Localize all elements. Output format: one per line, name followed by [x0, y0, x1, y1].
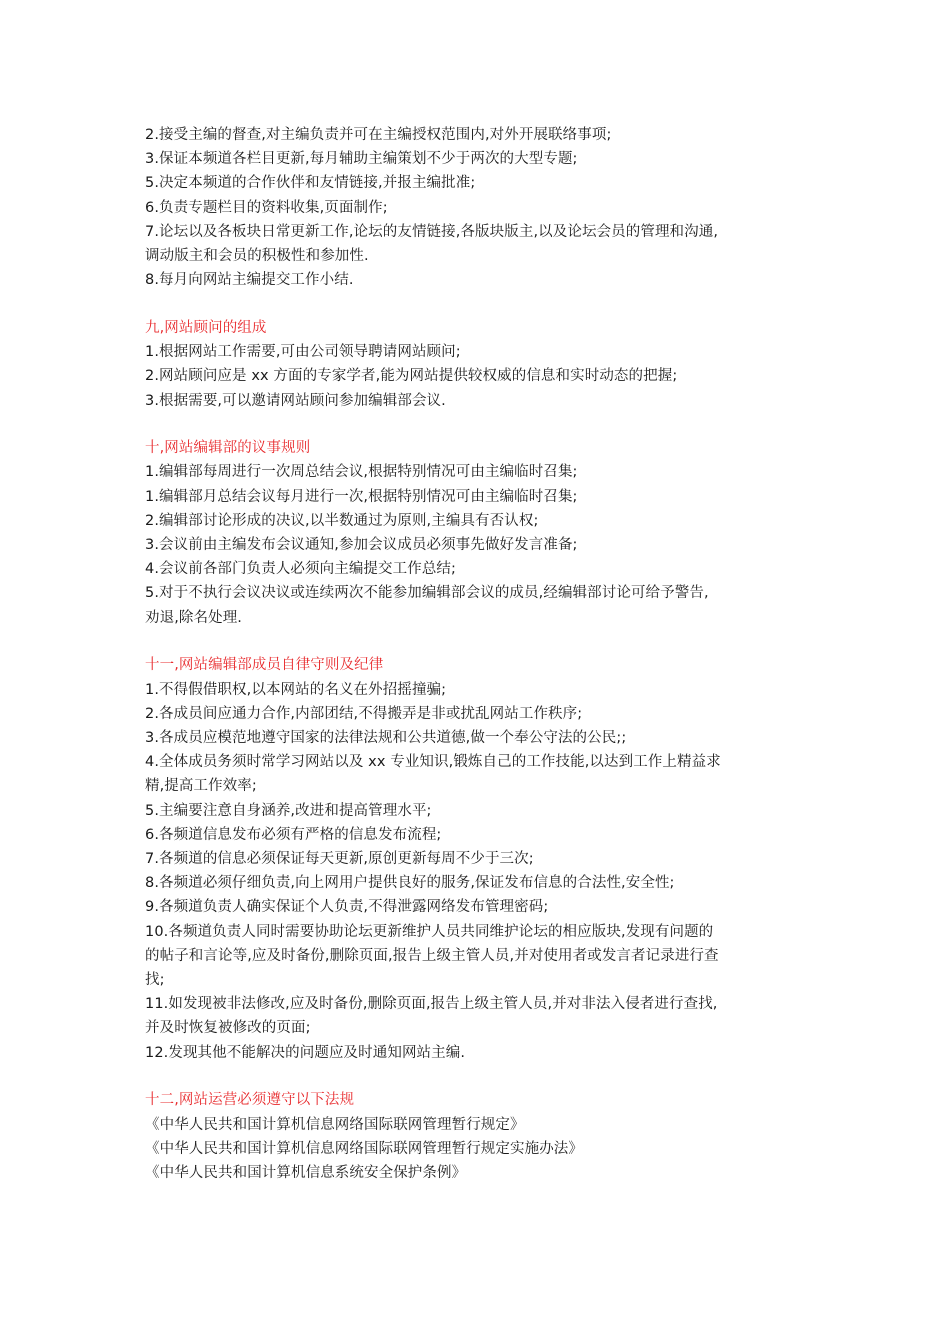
list-item: 6.负责专题栏目的资料收集,页面制作;	[145, 199, 388, 216]
list-item: 4.会议前各部门负责人必须向主编提交工作总结;	[145, 561, 457, 578]
regulation-item: 《中华人民共和国计算机信息网络国际联网管理暂行规定》	[145, 1116, 525, 1133]
list-item: 6.各频道信息发布必须有严格的信息发布流程;	[145, 826, 442, 843]
section-spacer	[145, 1065, 810, 1089]
list-item-continuation: 的帖子和言论等,应及时备份,删除页面,报告上级主管人员,并对使用者或发言者记录进行查	[145, 947, 719, 964]
list-item: 7.各频道的信息必须保证每天更新,原创更新每周不少于三次;	[145, 850, 534, 867]
list-item: 3.会议前由主编发布会议通知,参加会议成员必须事先做好发言准备;	[145, 537, 578, 554]
list-item: 1.根据网站工作需要,可由公司领导聘请网站顾问;	[145, 344, 461, 361]
list-item: 3.保证本频道各栏目更新,每月辅助主编策划不少于两次的大型专题;	[145, 151, 578, 168]
list-item: 3.各成员应模范地遵守国家的法律法规和公共道德,做一个奉公守法的公民;;	[145, 729, 627, 746]
section-advisors	[145, 316, 810, 413]
list-item-continuation: 劝退,除名处理.	[145, 609, 243, 626]
list-item: 1.编辑部月总结会议每月进行一次,根据特别情况可由主编临时召集;	[145, 488, 578, 505]
section-spacer	[145, 630, 810, 654]
list-item-continuation: 精,提高工作效率;	[145, 778, 257, 795]
list-item: 12.发现其他不能解决的问题应及时通知网站主编.	[145, 1044, 466, 1061]
section-spacer	[145, 292, 810, 316]
document-page	[145, 123, 810, 1185]
section-heading: 九,网站顾问的组成	[145, 319, 267, 336]
list-item: 10.各频道负责人同时需要协助论坛更新维护人员共同维护论坛的相应版块,发现有问题的	[145, 923, 714, 940]
list-item: 8.各频道必须仔细负责,向上网用户提供良好的服务,保证发布信息的合法性,安全性;	[145, 875, 675, 892]
list-item: 1.编辑部每周进行一次周总结会议,根据特别情况可由主编临时召集;	[145, 464, 578, 481]
section-heading: 十二,网站运营必须遵守以下法规	[145, 1092, 355, 1109]
section-spacer	[145, 413, 810, 437]
list-item: 5.决定本频道的合作伙伴和友情链接,并报主编批准;	[145, 175, 476, 192]
list-item: 2.网站顾问应是 xx 方面的专家学者,能为网站提供较权威的信息和实时动态的把握;	[145, 368, 678, 385]
list-item: 11.如发现被非法修改,应及时备份,删除页面,报告上级主管人员,并对非法入侵者进行查找,	[145, 996, 718, 1013]
list-item: 8.每月向网站主编提交工作小结.	[145, 272, 354, 289]
regulation-item: 《中华人民共和国计算机信息网络国际联网管理暂行规定实施办法》	[145, 1140, 583, 1157]
list-item: 9.各频道负责人确实保证个人负责,不得泄露网络发布管理密码;	[145, 899, 549, 916]
section-discipline	[145, 653, 810, 1064]
list-item: 7.论坛以及各板块日常更新工作,论坛的友情链接,各版块版主,以及论坛会员的管理和沟通,	[145, 223, 719, 240]
list-item-continuation: 找;	[145, 972, 165, 988]
list-item: 3.根据需要,可以邀请网站顾问参加编辑部会议.	[145, 392, 446, 409]
list-item: 5.对于不执行会议决议或连续两次不能参加编辑部会议的成员,经编辑部讨论可给予警告,	[145, 585, 709, 602]
section-regulations	[145, 1088, 810, 1185]
list-item: 5.主编要注意自身涵养,改进和提高管理水平;	[145, 802, 432, 819]
list-item: 4.全体成员务须时常学习网站以及 xx 专业知识,锻炼自己的工作技能,以达到工作上精益求	[145, 754, 721, 771]
list-item: 1.不得假借职权,以本网站的名义在外招摇撞骗;	[145, 681, 447, 698]
intro-list	[145, 123, 810, 292]
list-item-continuation: 并及时恢复被修改的页面;	[145, 1020, 311, 1037]
list-item-continuation: 调动版主和会员的积极性和参加性.	[145, 248, 369, 265]
section-heading: 十一,网站编辑部成员自律守则及纪律	[145, 657, 384, 674]
regulation-item: 《中华人民共和国计算机信息系统安全保护条例》	[145, 1164, 467, 1181]
list-item: 2.编辑部讨论形成的决议,以半数通过为原则,主编具有否认权;	[145, 512, 539, 529]
section-meeting-rules	[145, 436, 810, 630]
list-item: 2.各成员间应通力合作,内部团结,不得搬弄是非或扰乱网站工作秩序;	[145, 705, 583, 722]
list-item: 2.接受主编的督查,对主编负责并可在主编授权范围内,对外开展联络事项;	[145, 127, 612, 143]
section-heading: 十,网站编辑部的议事规则	[145, 440, 311, 457]
